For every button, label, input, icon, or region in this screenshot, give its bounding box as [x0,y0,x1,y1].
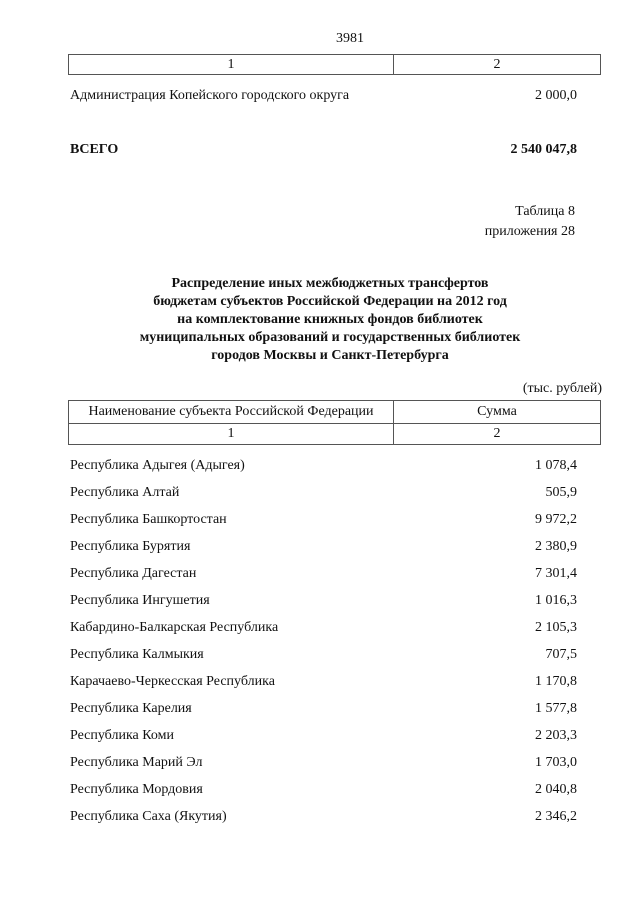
row-value: 2 105,3 [535,620,577,635]
prev-col-number-2: 2 [493,56,501,72]
table-row [70,456,577,476]
prev-row-name: Администрация Копейского городского округа [70,88,350,103]
row-name: Республика Саха (Якутия) [70,809,227,824]
table-row [70,672,577,692]
table-row [70,537,577,557]
row-name: Республика Мордовия [70,782,203,797]
row-name: Республика Марий Эл [70,755,203,770]
title-line: бюджетам субъектов Российской Федерации на 2012 год [153,294,507,309]
row-value: 707,5 [545,647,577,662]
title-line: муниципальных образований и государственных библиотек [139,330,521,345]
row-name: Республика Калмыкия [70,647,204,662]
row-value: 1 170,8 [535,674,577,689]
header-subject-name: Наименование субъекта Российской Федерации [69,401,394,423]
table-row [70,753,577,773]
table-row [70,591,577,611]
row-value: 2 040,8 [535,782,577,797]
col-number-1: 1 [69,424,394,444]
document-title [100,275,560,365]
total-value: 2 540 047,8 [510,142,577,157]
row-value: 7 301,4 [535,566,577,581]
table-row [70,483,577,503]
table-row [70,510,577,530]
prev-table-column-numbers [68,54,601,75]
units-label: (тыс. рублей) [522,381,602,396]
table-row [70,699,577,719]
header-amount: Сумма [477,404,517,419]
row-name: Республика Ингушетия [70,593,210,608]
row-value: 1 078,4 [535,458,577,473]
row-value: 1 577,8 [535,701,577,716]
row-name: Республика Бурятия [70,539,191,554]
table-column-numbers [68,423,601,445]
row-value: 1 703,0 [535,755,577,770]
row-name: Республика Алтай [70,485,180,500]
table-row [70,807,577,827]
row-value: 9 972,2 [535,512,577,527]
prev-col-number-1: 1 [69,55,394,74]
table-row [70,726,577,746]
table-row [70,780,577,800]
title-line: Распределение иных межбюджетных трансфертов [171,276,489,291]
total-label: ВСЕГО [70,142,119,157]
table-header [68,400,601,424]
title-line: на комплектование книжных фондов библиотек [177,312,483,327]
table-row [70,618,577,638]
page-number: 3981 [336,31,364,46]
row-name: Республика Башкортостан [70,512,227,527]
row-name: Республика Коми [70,728,174,743]
row-name: Карачаево-Черкесская Республика [70,674,275,689]
row-value: 1 016,3 [535,593,577,608]
prev-row-value: 2 000,0 [535,88,577,103]
row-name: Кабардино-Балкарская Республика [70,620,279,635]
table-row [70,564,577,584]
row-value: 2 203,3 [535,728,577,743]
row-value: 505,9 [545,485,577,500]
table-row [70,645,577,665]
row-name: Республика Адыгея (Адыгея) [70,458,245,473]
row-name: Республика Дагестан [70,566,197,581]
table-ref-number: Таблица 8 [515,204,575,219]
col-number-2: 2 [493,426,501,441]
table-ref-appendix: приложения 28 [484,224,575,239]
row-name: Республика Карелия [70,701,192,716]
row-value: 2 346,2 [535,809,577,824]
row-value: 2 380,9 [535,539,577,554]
title-line: городов Москвы и Санкт-Петербурга [211,348,449,363]
